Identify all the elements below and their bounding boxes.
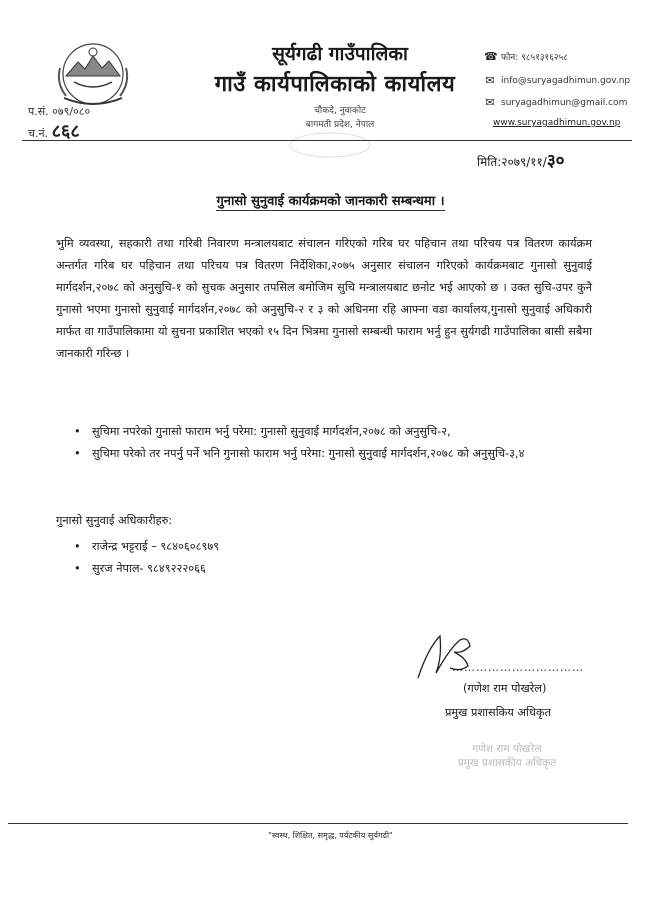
- office-name: सूर्यगढी गाउँपालिका: [272, 43, 408, 65]
- address-line-1: चौकदे, नुवाकोट: [314, 106, 366, 116]
- website-link[interactable]: www.suryagadhimun.gov.np: [493, 118, 621, 128]
- dispatch-label: च.नं.: [28, 127, 49, 140]
- date-day: ३०: [546, 151, 565, 171]
- name-stamp: [442, 742, 572, 770]
- footer-divider: [8, 823, 628, 824]
- phone-contact: [484, 50, 568, 63]
- body-paragraph: भुमि व्यवस्था, सहकारी तथा गरिबी निवारण मन्त्रालयबाट संचालन गरिएको गरिब घर पहिचान तथा परिचय पत्र वितरण कार्यक्रम अन्तर्गत गरिब घर पहिचान तथा परिचय पत्र वितरण निर्देशिका,२०७५ अनुसार संचालन गरिएको कार्यक्रमबाट गुनासो सुनुवाई मार्गदर्शन,२०७८ को अनुसुचि-१ को सुचक अनुसार तपसिल बमोजिम सुचि मन्त्रालयबाट छनोट भई आएको छ । उक्त सुचि-उपर कुनै गुनासो भएमा गुनासो सुनुवाई मार्गदर्शन,२०७८ को अनुसुचि-२ र ३ को अधिनमा रहि आफ्ना वडा कार्यालय,गुनासो सुनुवाई अधिकारी मार्फत वा गाउँपालिकामा यो सुचना प्रकाशित भएको १५ दिन भित्रमा गुनासो सम्बन्धी फाराम भर्नु हुन सुर्यगढी गाउँपालिका बासी सबैमा जानकारी गरिन्छ ।: [56, 237, 592, 360]
- handwritten-signature: [410, 628, 480, 683]
- signatory-title: प्रमुख प्रशासकिय अधिकृत: [445, 706, 552, 719]
- email-official[interactable]: info@suryagadhimun.gov.np: [501, 75, 631, 86]
- bullet-item: • सुचिमा परेको तर नपर्नु पर्ने भनि गुनासो फाराम भर्नु परेमा: गुनासो सुनुवाई मार्गदर्शन,२०७८ को अनुसुचि-३,४: [74, 443, 599, 465]
- date-label: मिति:२०७९/११/: [477, 155, 547, 169]
- email-icon: ✉: [485, 74, 495, 87]
- signature-line: ……………………………: [452, 661, 584, 674]
- office-title: गाउँ कार्यपालिकाको कार्यालय: [214, 72, 456, 97]
- officers-list: [74, 536, 599, 580]
- email-icon: ✉: [485, 96, 495, 109]
- bullet-list: [74, 421, 599, 465]
- bullet-item: • सुचिमा नपरेको गुनासो फाराम भर्नु परेमा: गुनासो सुनुवाई मार्गदर्शन,२०७८ को अनुसुचि-२,: [74, 421, 599, 443]
- header-divider: [22, 140, 632, 141]
- date: [477, 148, 565, 171]
- stamp-line-1: गणेश राम पोखरेल: [472, 743, 542, 755]
- signatory-name: (गणेश राम पोखरेल): [463, 682, 547, 695]
- officer-item: • राजेन्द्र भट्टराई – ९८४०६०८९७९: [74, 536, 599, 558]
- dispatch-number: ८६८: [51, 121, 80, 142]
- email-gmail[interactable]: suryagadhimun@gmail.com: [501, 97, 628, 108]
- email-official-contact[interactable]: [484, 74, 630, 87]
- subject-line: [0, 191, 661, 209]
- footer-slogan: "स्वस्थ, शिक्षित, समृद्ध, पर्यटकीय सुर्यगढी": [268, 831, 393, 840]
- subject-text: गुनासो सुनुवाई कार्यक्रमको जानकारी सम्बन्धमा ।: [216, 194, 445, 209]
- faint-stamp: [285, 130, 375, 160]
- address-line-2: बागमती प्रदेश, नेपाल: [305, 120, 375, 130]
- email-gmail-contact[interactable]: [484, 96, 627, 109]
- officers-heading: गुनासो सुनुवाई अधिकारीहरु:: [56, 514, 173, 527]
- phone-icon: ☎: [484, 50, 498, 63]
- officer-item: • सुरज नेपाल- ९८४९२२२०६६: [74, 558, 599, 580]
- phone-label: फोन: ९८५१३१६२५८: [501, 53, 568, 63]
- reference-number: प.सं. ०७९/०८०: [28, 105, 91, 118]
- nepal-emblem-icon: [52, 38, 134, 110]
- stamp-line-2: प्रमुख प्रशासकीय अधिकृत: [457, 757, 557, 769]
